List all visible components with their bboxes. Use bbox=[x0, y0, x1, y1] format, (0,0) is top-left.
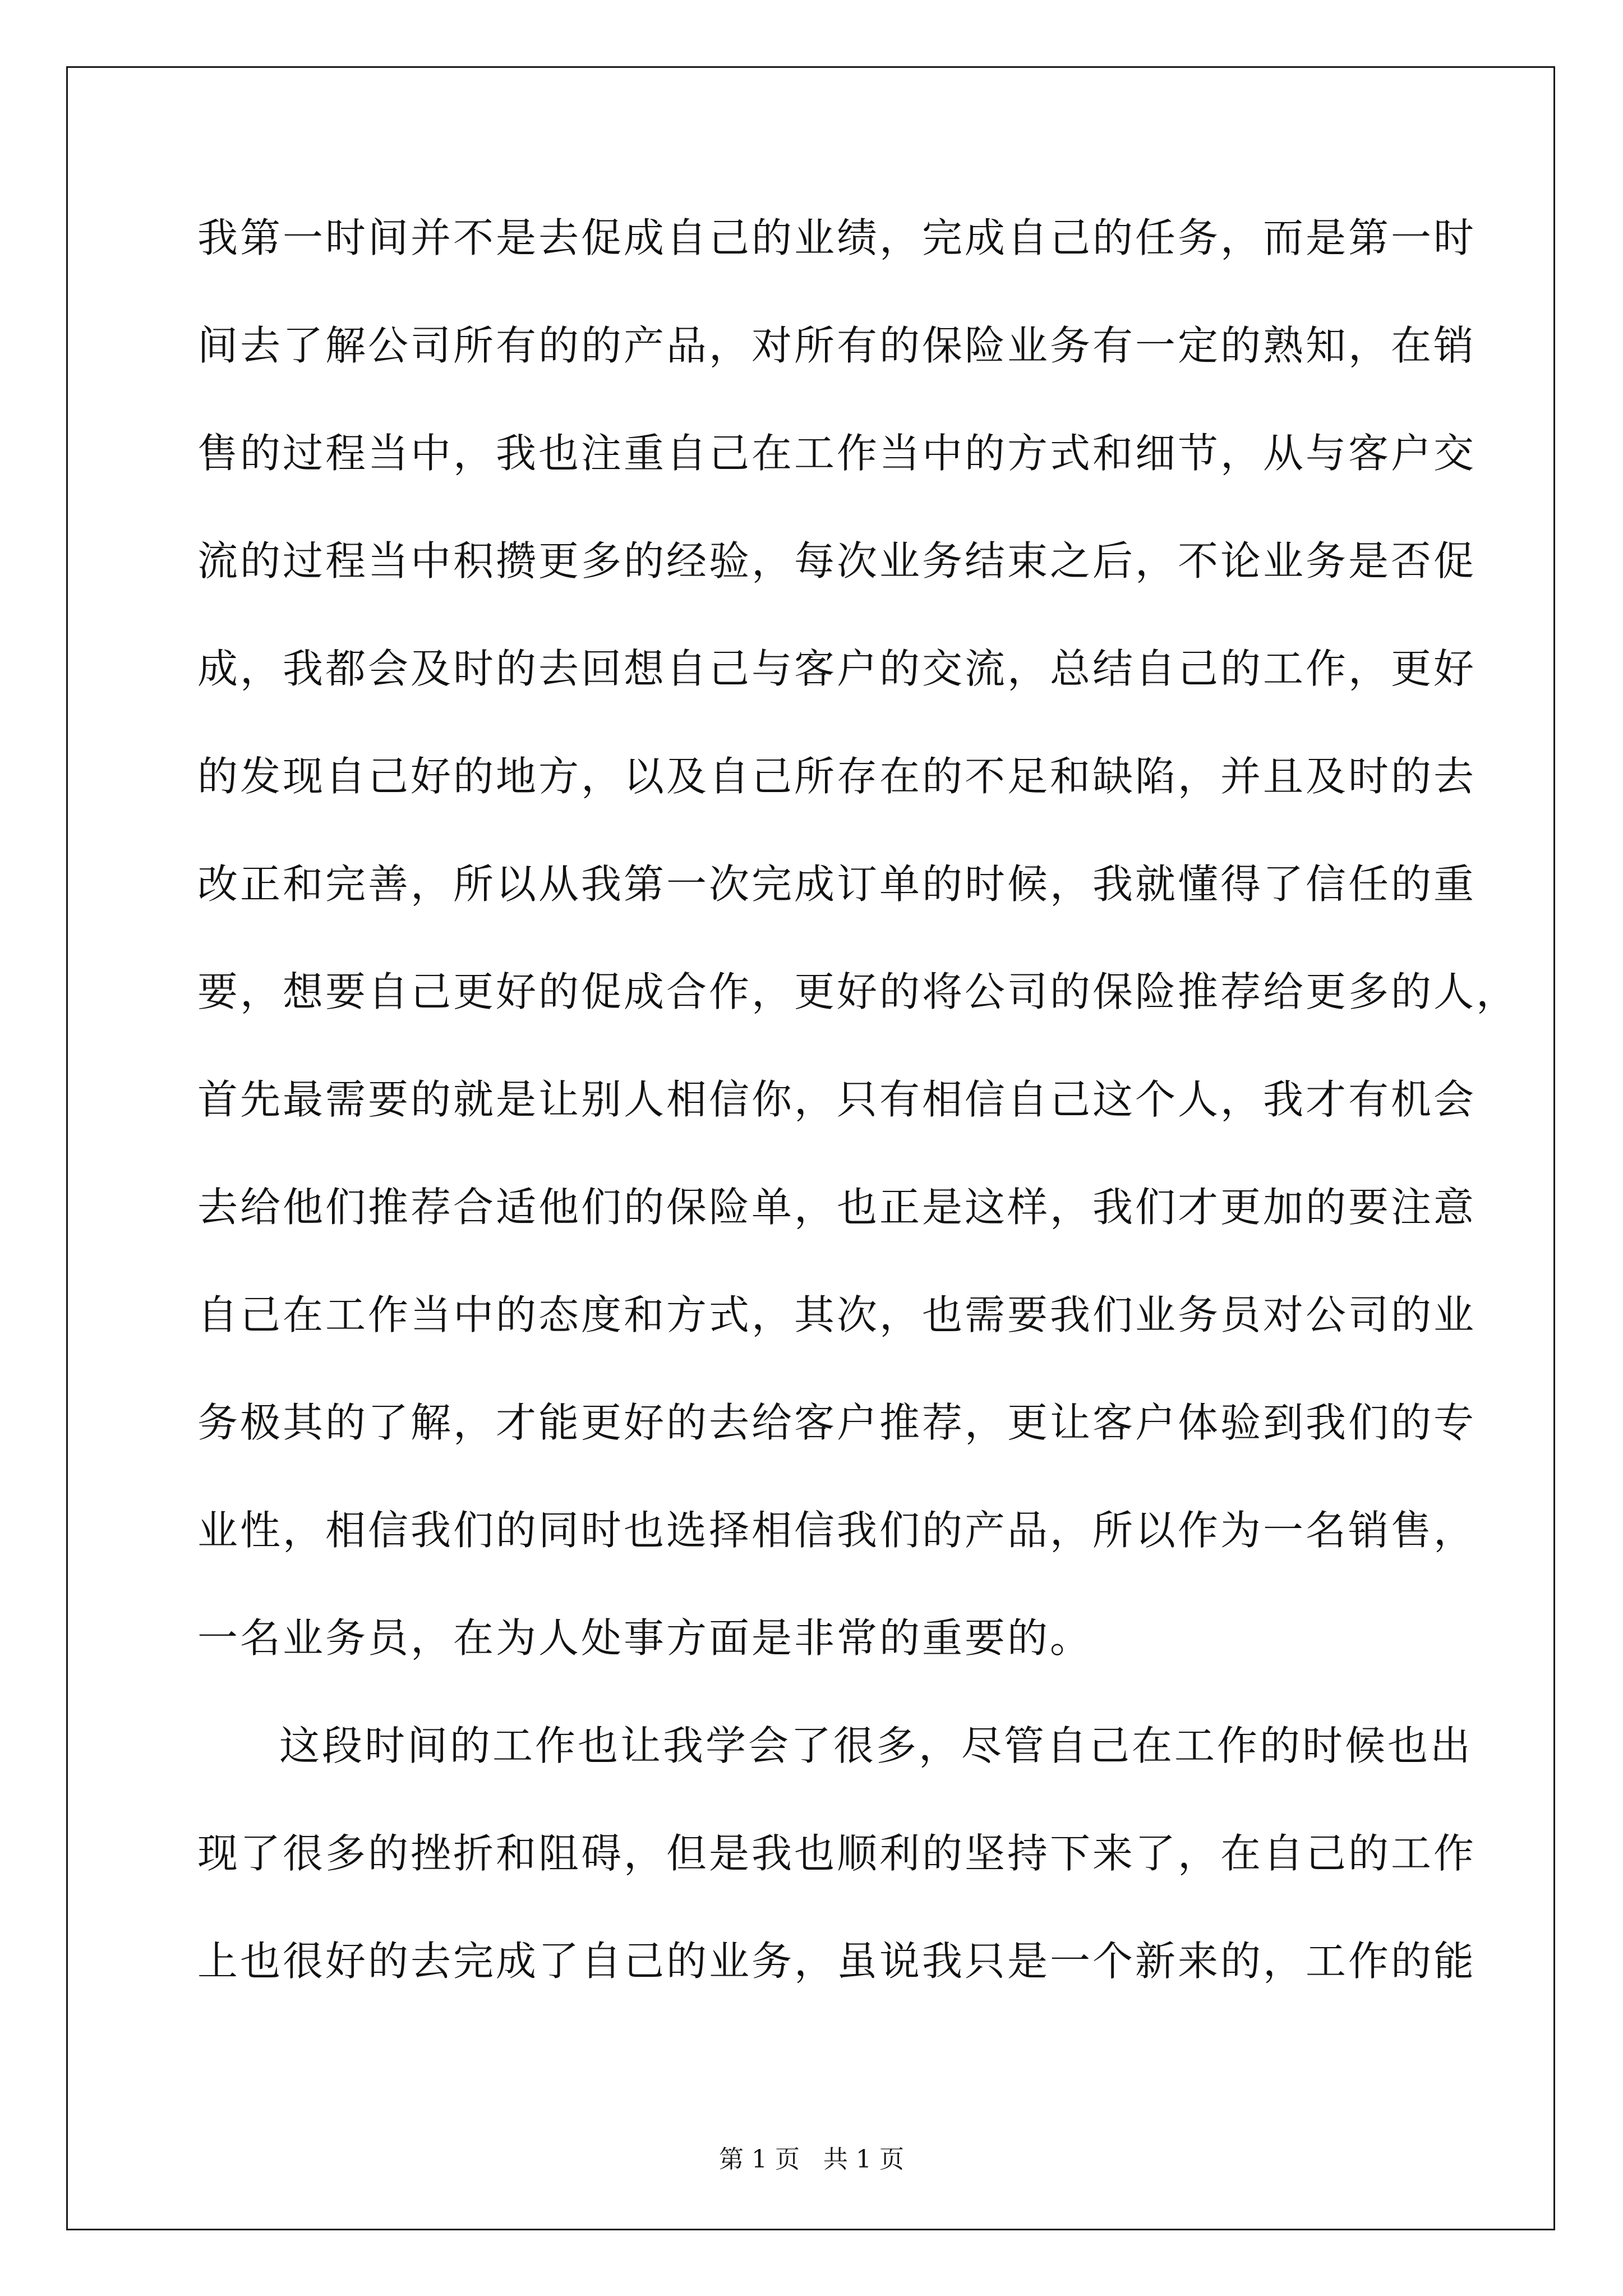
text-line: 上也很好的去完成了自己的业务，虽说我只是一个新来的，工作的能 bbox=[197, 1938, 1477, 1985]
text-line: 首先最需要的就是让别人相信你，只有相信自己这个人，我才有机会 bbox=[197, 1076, 1477, 1123]
text-line: 要，想要自己更好的促成合作，更好的将公司的保险推荐给更多的人， bbox=[197, 968, 1519, 1015]
text-line: 成，我都会及时的去回想自己与客户的交流，总结自己的工作，更好 bbox=[197, 645, 1477, 692]
text-line: 一名业务员，在为人处事方面是非常的重要的。 bbox=[197, 1614, 1093, 1662]
text-line: 务极其的了解，才能更好的去给客户推荐，更让客户体验到我们的专 bbox=[197, 1399, 1477, 1446]
text-line: 我第一时间并不是去促成自己的业绩，完成自己的任务，而是第一时 bbox=[197, 214, 1477, 261]
text-line: 改正和完善，所以从我第一次完成订单的时候，我就懂得了信任的重 bbox=[197, 861, 1477, 908]
text-line: 的发现自己好的地方，以及自己所存在的不足和缺陷，并且及时的去 bbox=[197, 753, 1477, 800]
document-body bbox=[197, 214, 1519, 2049]
page-number: 第 1 页 共 1 页 bbox=[719, 2145, 904, 2174]
text-line: 售的过程当中，我也注重自己在工作当中的方式和细节，从与客户交 bbox=[197, 430, 1477, 477]
text-line: 流的过程当中积攒更多的经验，每次业务结束之后，不论业务是否促 bbox=[197, 537, 1477, 585]
text-line: 自己在工作当中的态度和方式，其次，也需要我们业务员对公司的业 bbox=[197, 1291, 1477, 1338]
text-line: 间去了解公司所有的的产品，对所有的保险业务有一定的熟知，在销 bbox=[197, 322, 1477, 369]
text-line: 去给他们推荐合适他们的保险单，也正是这样，我们才更加的要注意 bbox=[197, 1184, 1477, 1231]
text-line: 现了很多的挫折和阻碍，但是我也顺利的坚持下来了，在自己的工作 bbox=[197, 1830, 1477, 1877]
paragraph-first-line: 这段时间的工作也让我学会了很多，尽管自己在工作的时候也出 bbox=[279, 1722, 1473, 1769]
text-line: 业性，相信我们的同时也选择相信我们的产品，所以作为一名销售， bbox=[197, 1507, 1477, 1554]
